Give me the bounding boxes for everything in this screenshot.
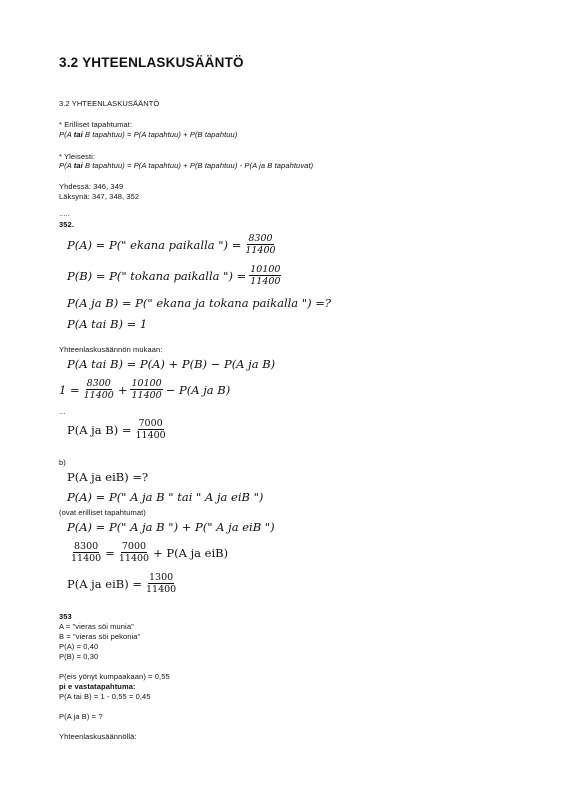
- fraction-denominator: 11400: [71, 553, 102, 564]
- fraction-numerator: 8300: [74, 541, 99, 552]
- part-b-label: b): [59, 458, 66, 467]
- complement-label: pi e vastatapahtuma:: [59, 682, 136, 691]
- b-eq-5-fraction: [145, 572, 177, 595]
- pab-question: P(A ja B) = ?: [59, 712, 103, 721]
- eq-352-pa-fraction: [244, 233, 276, 256]
- section-subtitle: 3.2 YHTEENLASKUSÄÄNTÖ: [59, 99, 160, 108]
- fraction-numerator: 10100: [131, 378, 162, 389]
- yleisesti-formula-rest: B tapahtuu) = P(A tapahtuu) + P(B tapahtuu) - P(A ja B tapahtuvat): [82, 161, 314, 170]
- fraction-denominator: 11400: [118, 553, 150, 564]
- fraction-denominator: 11400: [135, 430, 166, 441]
- eq-352-ptaib: P(A tai B) = 1: [67, 317, 148, 331]
- rule-plus: +: [117, 382, 128, 397]
- dots-separator-2: ...: [59, 407, 66, 416]
- yleisesti-formula-a: P(A: [59, 161, 74, 170]
- rule-equation: P(A tai B) = P(A) + P(B) − P(A ja B): [67, 357, 276, 371]
- b-eq-4-rest: + P(A ja eiB): [153, 545, 229, 560]
- event-a-definition: A = "vieras söi munia": [59, 622, 134, 631]
- fraction-numerator: 8300: [248, 233, 273, 244]
- fraction-numerator: 8300: [86, 378, 111, 389]
- b-eq-1: P(A ja eiB) =?: [67, 470, 149, 484]
- yhdessa-line: Yhdessä: 346, 349: [59, 182, 124, 191]
- erilliset-formula-rest: B tapahtuu) = P(A tapahtuu) + P(B tapahtuu): [82, 130, 238, 139]
- rule-label-2: Yhteenlaskusäännöllä:: [59, 732, 137, 741]
- fraction-numerator: 7000: [121, 541, 147, 552]
- b-eq-4: [67, 541, 228, 564]
- rule-substituted: [59, 378, 230, 401]
- b-eq-4-equals: =: [105, 545, 115, 560]
- rule-fraction-2: [130, 378, 162, 401]
- fraction-denominator: 11400: [245, 245, 276, 256]
- b-eq-4-fraction-2: [118, 541, 150, 564]
- yleisesti-heading: * Yleisesti:: [59, 152, 96, 161]
- fraction-numerator: 1300: [149, 572, 174, 583]
- yleisesti-formula-tai: tai: [73, 161, 83, 170]
- task-352-number: 352.: [59, 220, 74, 229]
- eq-352-pb-fraction: [249, 264, 281, 287]
- fraction-numerator: 7000: [138, 418, 163, 429]
- erilliset-heading: * Erilliset tapahtumat:: [59, 120, 133, 129]
- eq-352-pa: [67, 233, 280, 256]
- rule-label: Yhteenlaskusäännön mukaan:: [59, 345, 163, 354]
- rule-one: 1 =: [59, 382, 80, 397]
- b-note: (ovat erilliset tapahtumat): [59, 508, 146, 517]
- dots-separator: .....: [59, 209, 70, 218]
- probability-a: P(A) = 0,40: [59, 642, 99, 651]
- fraction-denominator: 11400: [145, 584, 177, 595]
- eq-352-pb: [67, 264, 284, 287]
- b-eq-3: P(A) = P(" A ja B ") + P(" A ja eiB "): [67, 520, 275, 534]
- eq-352-pa-left: P(A) = P(" ekana paikalla ") =: [67, 237, 242, 252]
- probability-b: P(B) = 0,30: [59, 652, 99, 661]
- fraction-denominator: 11400: [250, 276, 281, 287]
- task-353-number: 353: [59, 612, 72, 621]
- erilliset-formula-tai: tai: [73, 130, 83, 139]
- result-fraction: [135, 418, 167, 441]
- b-eq-2: P(A) = P(" A ja B " tai " A ja eiB "): [67, 490, 264, 504]
- rule-fraction-1: [83, 378, 115, 401]
- neither-probability: P(eis yönyt kumpaakaan) = 0,55: [59, 672, 170, 681]
- result-equation: [67, 418, 170, 441]
- fraction-denominator: 11400: [131, 390, 162, 401]
- b-eq-5-left: P(A ja eiB) =: [67, 576, 142, 591]
- b-eq-5: [67, 572, 180, 595]
- event-b-definition: B = "vieras söi pekonia": [59, 632, 141, 641]
- eq-352-pab: P(A ja B) = P(" ekana ja tokana paikalla ") =?: [67, 296, 332, 310]
- result-left: P(A ja B) =: [67, 422, 132, 437]
- laksyna-line: Läksynä: 347, 348, 352: [59, 192, 140, 201]
- rule-rest: − P(A ja B): [165, 382, 231, 397]
- fraction-denominator: 11400: [83, 390, 114, 401]
- page-title: 3.2 YHTEENLASKUSÄÄNTÖ: [59, 55, 244, 70]
- eq-352-pb-left: P(B) = P(" tokana paikalla ") =: [67, 268, 247, 283]
- yleisesti-formula: [59, 161, 313, 171]
- b-eq-4-fraction-1: [70, 541, 102, 564]
- fraction-numerator: 10100: [250, 264, 281, 275]
- complement-equation: P(A tai B) = 1 - 0,55 = 0,45: [59, 692, 151, 701]
- erilliset-formula-a: P(A: [59, 130, 74, 139]
- erilliset-formula: [59, 130, 237, 140]
